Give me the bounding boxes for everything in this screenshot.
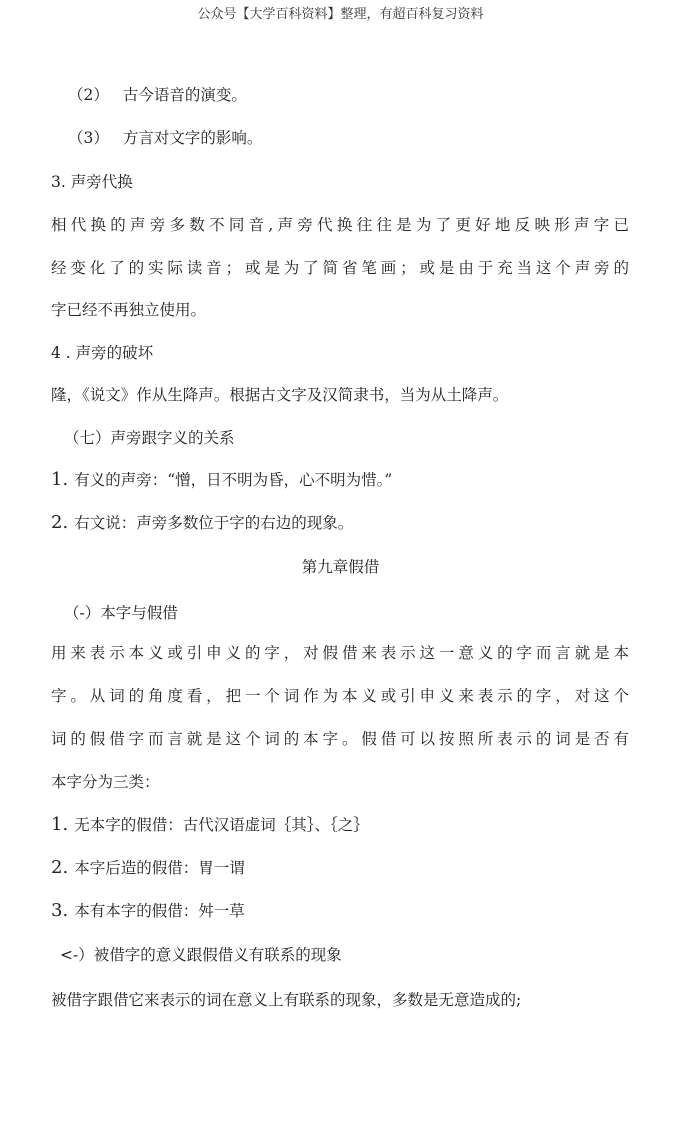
list-item	[51, 470, 392, 490]
chapter-title: 第九章假借	[301, 558, 380, 576]
item-text: 右文说：声旁多数位于字的右边的现象。	[74, 514, 354, 532]
paragraph-line: 词的假借字而言就是这个词的本字。假借可以按照所表示的词是否有	[51, 730, 629, 748]
list-item	[68, 128, 262, 148]
item-text: 无本字的假借：古代汉语虚词｛其｝、｛之｝	[74, 816, 369, 834]
item-number: 2.	[51, 857, 69, 878]
paragraph-line: 经变化了的实际读音；或是为了简省笔画；或是由于充当这个声旁的	[51, 259, 629, 277]
item-number: 1.	[51, 469, 69, 490]
section-heading: <-）被借字的意义跟假借义有联系的现象	[60, 946, 342, 964]
paragraph-line: 被借字跟借它来表示的词在意义上有联系的现象，多数是无意造成的;	[51, 991, 522, 1009]
item-number: （3）	[68, 129, 109, 147]
item-text: 方言对文字的影响。	[122, 129, 263, 147]
list-item	[51, 815, 369, 835]
list-item	[68, 85, 247, 105]
paragraph-line: 本字分为三类：	[51, 773, 160, 791]
item-number: 3.	[51, 900, 69, 921]
paragraph-line: 字。从词的角度看，把一个词作为本义或引申义来表示的字，对这个	[51, 687, 629, 705]
section-heading: 4 . 声旁的破坏	[51, 344, 154, 362]
section-heading: 3. 声旁代换	[51, 173, 133, 191]
list-item	[51, 513, 353, 533]
item-text: 本字后造的假借：胃一谓	[74, 859, 245, 877]
item-text: 古今语音的演变。	[122, 86, 247, 104]
page-header: 公众号【大学百科资料】整理，有超百科复习资料	[197, 7, 484, 22]
paragraph-line: 相代换的声旁多数不同音,声旁代换往往是为了更好地反映形声字已	[51, 216, 629, 234]
item-text: 有义的声旁：“憎，日不明为昏，心不明为惜。”	[74, 471, 393, 489]
paragraph-line: 隆，《说文》作从生降声。根据古文字及汉简隶书，当为从土降声。	[51, 386, 509, 404]
section-heading: （-）本字与假借	[64, 604, 178, 622]
item-number: 2.	[51, 512, 69, 533]
paragraph-line: 用来表示本义或引申义的字，对假借来表示这一意义的字而言就是本	[51, 644, 629, 662]
item-number: （2）	[68, 86, 109, 104]
list-item	[51, 901, 245, 921]
section-heading: （七）声旁跟字义的关系	[64, 429, 235, 447]
item-text: 本有本字的假借：舛一草	[74, 902, 245, 920]
item-number: 1.	[51, 814, 69, 835]
list-item	[51, 858, 245, 878]
paragraph-line: 字已经不再独立使用。	[51, 301, 207, 319]
